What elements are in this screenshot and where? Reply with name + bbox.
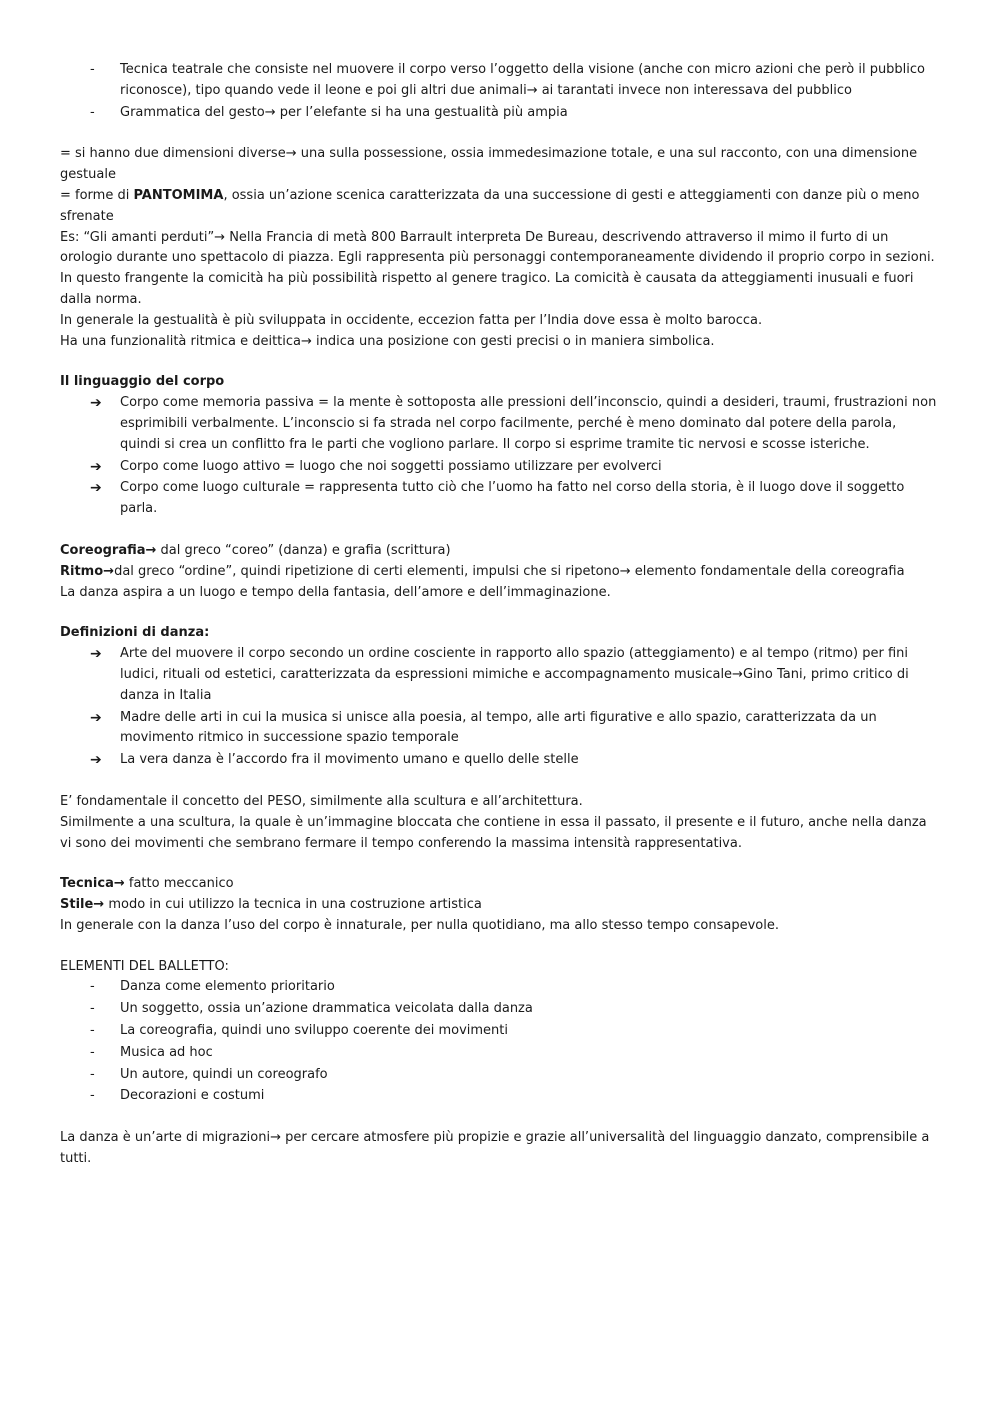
dash-bullet: -	[90, 979, 95, 995]
section-heading: Il linguaggio del corpo	[60, 374, 225, 390]
dash-bullet: -	[90, 1001, 95, 1017]
dash-bullet: -	[90, 1088, 95, 1104]
list-item: - Tecnica teatrale che consiste nel muovere il corpo verso l’oggetto della visione (anche con micro azioni che però il pubblico riconosce), tipo quando vede il leone e poi gli altri due animali→ ai tarantati invece non interessava del pubblico	[90, 62, 926, 98]
list-item: - Danza come elemento prioritario	[60, 977, 940, 998]
ritmo-term: Ritmo→	[60, 563, 115, 579]
scultura-paragraph: Similmente a una scultura, la quale è un’immagine bloccata che contiene in essa il passato, il presente e il futuro, anche nella danza vi sono dei movimenti che sembrano fermare il tempo conferendo la massima intensità rappresentativa.	[60, 814, 927, 851]
tecnica-line: Tecnica→ fatto meccanico	[60, 876, 234, 892]
arrow-bullet-icon: ➔	[90, 752, 102, 769]
coreografia-line: Coreografia→ dal greco “coreo” (danza) e grafia (scrittura)	[60, 542, 451, 558]
pantomima-term: PANTOMIMA	[133, 187, 224, 203]
pantomima-line: = forme di PANTOMIMA, ossia un’azione scenica caratterizzata da una successione di gesti e atteggiamenti con danze più o meno sfrenate	[60, 187, 920, 224]
peso-line: E’ fondamentale il concetto del PESO, similmente alla scultura e all’architettura.	[60, 793, 583, 809]
list-item: ➔ Madre delle arti in cui la musica si unisce alla poesia, al tempo, alle arti figurative e allo spazio, caratterizzata da un movimento ritmico in successione spazio temporale	[90, 709, 877, 746]
body-language-list	[60, 393, 940, 520]
list-item: - La coreografia, quindi uno sviluppo coerente dei movimenti	[60, 1021, 940, 1042]
arrow-bullet-icon: ➔	[90, 458, 102, 475]
dimensions-line: = si hanno due dimensioni diverse→ una sulla possessione, ossia immedesimazione totale, e una sul racconto, con una dimensione gestuale	[60, 146, 918, 183]
arrow-bullet-icon: ➔	[90, 709, 102, 726]
general-line: In generale con la danza l’uso del corpo è innaturale, per nulla quotidiano, ma allo stesso tempo consapevole.	[60, 917, 779, 933]
tecnica-term: Tecnica→	[60, 876, 125, 892]
section-heading: ELEMENTI DEL BALLETTO:	[60, 958, 229, 974]
ballet-elements-list	[60, 977, 940, 1107]
dash-bullet: -	[90, 1044, 95, 1060]
list-item: - Decorazioni e costumi	[60, 1086, 940, 1107]
section-heading: Definizioni di danza:	[60, 625, 210, 641]
function-line: Ha una funzionalità ritmica e deittica→ indica una posizione con gesti precisi o in maniera simbolica.	[60, 333, 715, 349]
list-item: ➔ Corpo come memoria passiva = la mente è sottoposta alle pressioni dell’inconscio, quindi a desideri, traumi, frustrazioni non esprimibili verbalmente. L’inconscio si fa strada nel corpo facilmente, perché è meno dominato dal potere della parola, quindi si crea un conflitto fra le parti che vogliono parlare. Il corpo si esprime tramite tic nervosi e scosse isteriche.	[90, 395, 937, 452]
stile-term: Stile→	[60, 897, 105, 913]
intro-list	[60, 60, 940, 123]
west-line: In generale la gestualità è più sviluppata in occidente, eccezion fatta per l’India dove essa è molto barocca.	[60, 312, 763, 328]
dash-bullet: -	[90, 104, 95, 120]
example-paragraph: Es: “Gli amanti perduti”→ Nella Francia di metà 800 Barrault interpreta De Bureau, descrivendo attraverso il mimo il furto di un orologio durante uno spettacolo di piazza. Egli rappresenta più personaggi contemporaneamente dividendo il proprio corpo in sezioni. In questo frangente la comicità ha più possibilità rispetto al genere tragico. La comicità è causata da atteggiamenti inusuali e fuori dalla norma.	[60, 229, 935, 307]
ritmo-line: Ritmo→dal greco “ordine”, quindi ripetizione di certi elementi, impulsi che si ripetono→ elemento fondamentale della coreografia	[60, 563, 905, 579]
arrow-bullet-icon: ➔	[90, 646, 102, 663]
definitions-list	[60, 644, 940, 771]
list-item: ➔ Arte del muovere il corpo secondo un ordine cosciente in rapporto allo spazio (atteggiamento) e al tempo (ritmo) per fini ludici, rituali od estetici, caratterizzata da espressioni mimiche e accompagnamento musicale→Gino Tani, primo critico di danza in Italia	[90, 646, 909, 703]
list-item: ➔ Corpo come luogo culturale = rappresenta tutto ciò che l’uomo ha fatto nel corso della storia, è il luogo dove il soggetto parla.	[90, 480, 905, 517]
list-item: - Musica ad hoc	[60, 1043, 940, 1064]
list-item: - Grammatica del gesto→ per l’elefante si ha una gestualità più ampia	[60, 103, 940, 124]
list-item: - Un autore, quindi un coreografo	[60, 1065, 940, 1086]
list-item: ➔ La vera danza è l’accordo fra il movimento umano e quello delle stelle	[60, 750, 940, 771]
aspira-line: La danza aspira a un luogo e tempo della fantasia, dell’amore e dell’immaginazione.	[60, 584, 611, 600]
coreografia-term: Coreografia→	[60, 542, 157, 558]
list-item: ➔ Corpo come luogo attivo = luogo che noi soggetti possiamo utilizzare per evolverci	[60, 457, 940, 478]
arrow-bullet-icon: ➔	[90, 395, 102, 412]
dash-bullet: -	[90, 1066, 95, 1082]
conclusion-paragraph: La danza è un’arte di migrazioni→ per cercare atmosfere più propizie e grazie all’universalità del linguaggio danzato, comprensibile a tutti.	[60, 1130, 930, 1167]
dash-bullet: -	[90, 1023, 95, 1039]
stile-line: Stile→ modo in cui utilizzo la tecnica in una costruzione artistica	[60, 897, 482, 913]
list-item: - Un soggetto, ossia un’azione drammatica veicolata dalla danza	[60, 999, 940, 1020]
dash-bullet: -	[90, 62, 95, 77]
arrow-bullet-icon: ➔	[90, 480, 102, 497]
